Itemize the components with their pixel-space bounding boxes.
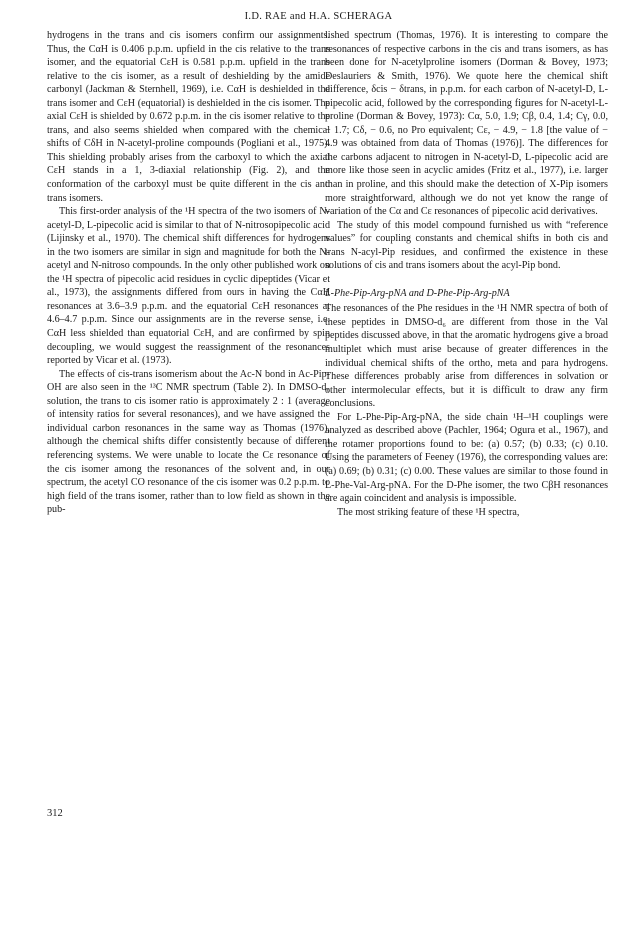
right-column xyxy=(325,29,608,519)
paragraph: The study of this model compound furnished us with “reference values” for coupling constants and chemical shifts in both cis and trans N-acyl-Pip residues, and confirmed the existence in these solutions of cis and trans isomers about the acyl-Pip bond. xyxy=(325,219,608,272)
page-number: 312 xyxy=(47,808,63,819)
left-column xyxy=(47,29,330,517)
section-heading: L-Phe-Pip-Arg-pNA and D-Phe-Pip-Arg-pNA xyxy=(325,287,510,299)
paragraph: The resonances of the Phe residues in the ¹H NMR spectra of both of these peptides in DMSO-d₆ are different from those in the Val peptides discussed above, in that the aromatic hydrogens give a broad multiplet which must arise because of greater differences in the individual chemical shifts of the ortho, meta and para hydrogens. These differences probably arise from differences in solvation or other intermolecular effects, but it is difficult to draw any firm conclusions. xyxy=(325,303,608,410)
paragraph: The effects of cis-trans isomerism about the Ac-N bond in Ac-Pip-OH are also seen in the ¹³C NMR spectrum (Table 2). In DMSO-d₆ solution, the trans to cis isomer ratio is approximately 2 : 1 (average of intensity ratios for several resonances), and we have assigned the individual carbon resonances in the same way as Thomas (1976), although the chemical shifts differ consistently because of different referencing systems. We were unable to locate the Cε resonance of the cis isomer among the resonances of the solvent and, in our spectrum, the acetyl CO resonance of the cis isomer was 0.2 p.p.m. to high field of the trans isomer, rather than to low field as shown in the pub- xyxy=(47,368,330,516)
paragraph: For L-Phe-Pip-Arg-pNA, the side chain ¹H–¹H couplings were analyzed as described above (Pachler, 1964; Ogura et al., 1967), and the rotamer proportions found to be: (a) 0.57; (b) 0.33; (c) 0.10. Using the parameters of Feeney (1976), the corresponding values are: (a) 0.69; (b) 0.31; (c) 0.00. These values are similar to those found in L-Phe-Val-Arg-pNA. For the D-Phe isomer, the two CβH resonances are again coincident and analysis is impossible. xyxy=(325,411,608,505)
paragraph: lished spectrum (Thomas, 1976). It is interesting to compare the resonances of respective carbons in the cis and trans isomers, as has been done for N-acetylproline isomers (Dorman & Bovey, 1973; Deslauriers & Smith, 1976). We quote here the chemical shift difference, δcis − δtrans, in p.p.m. for each carbon of N-acetyl-D, L-pipecolic acid, followed by the corresponding figures for N-acetyl-L-proline (Dorman & Bovey, 1973): Cα, 5.0, 1.9; Cβ, 0.4, 1.4; Cγ, 0.0, − 1.7; Cδ, − 0.6, no Pro equivalent; Cε, − 4.9, − 1.8 [the value of − 4.9 was obtained from data of Thomas (1976)]. The differences for the carbons adjacent to nitrogen in N-acetyl-D, L-pipecolic acid are more like those seen in acyclic amides (Fritz et al., 1977), i.e. larger than in proline, and this should make the detection of X-Pip isomers more straightforward, although we do not yet know the range of variation of the Cα and Cε resonances of pipecolic acid derivatives. xyxy=(325,30,608,218)
paragraph: This first-order analysis of the ¹H spectra of the two isomers of N-acetyl-D, L-pipecolic acid is similar to that of N-nitrosopipecolic acid (Lijinsky et al., 1970). The chemical shift differences for hydrogens in the two isomers are similar in sign and magnitude for both the N-acetyl and N-nitroso compounds. In the only other published work on the ¹H spectra of pipecolic acid residues in cyclic dipeptides (Vicar et al., 1973), the assignments differed from ours in having the CαH resonances at 3.6–3.9 p.p.m. and the equatorial CεH resonances at 4.6–4.7 p.p.m. Since our assignments are in the reverse sense, i.e. CαH less shielded than equatorial CεH, and are confirmed by spin decoupling, we would suggest the reassignment of the resonances reported by Vicar et al. (1973). xyxy=(47,206,330,367)
paragraph: The most striking feature of these ¹H spectra, xyxy=(337,506,520,518)
running-head: I.D. RAE and H.A. SCHERAGA xyxy=(244,11,393,22)
paragraph: hydrogens in the trans and cis isomers confirm our assignments. Thus, the CαH is 0.406 p.p.m. upfield in the cis relative to the trans isomer, and the equatorial CεH is 0.581 p.p.m. upfield in the trans relative to the cis isomer, as a result of deshielding by the amide carbonyl (Jackman & Sternhell, 1969), i.e. CαH is deshielded in the trans isomer and CεH (equatorial) is deshielded in the cis isomer. The axial CεH is shielded by 0.672 p.p.m. in the cis isomer relative to the trans, and also seems shielded when compared with the chemical shifts of CδH in N-acetyl-proline compounds (Pogliani et al., 1975). This shielding probably arises from the carboxyl to which the axial CεH stands in a 1, 3-diaxial relationship (Fig. 2), and the conformation of the carboxyl must be quite different in the cis and trans isomers. xyxy=(47,30,330,204)
